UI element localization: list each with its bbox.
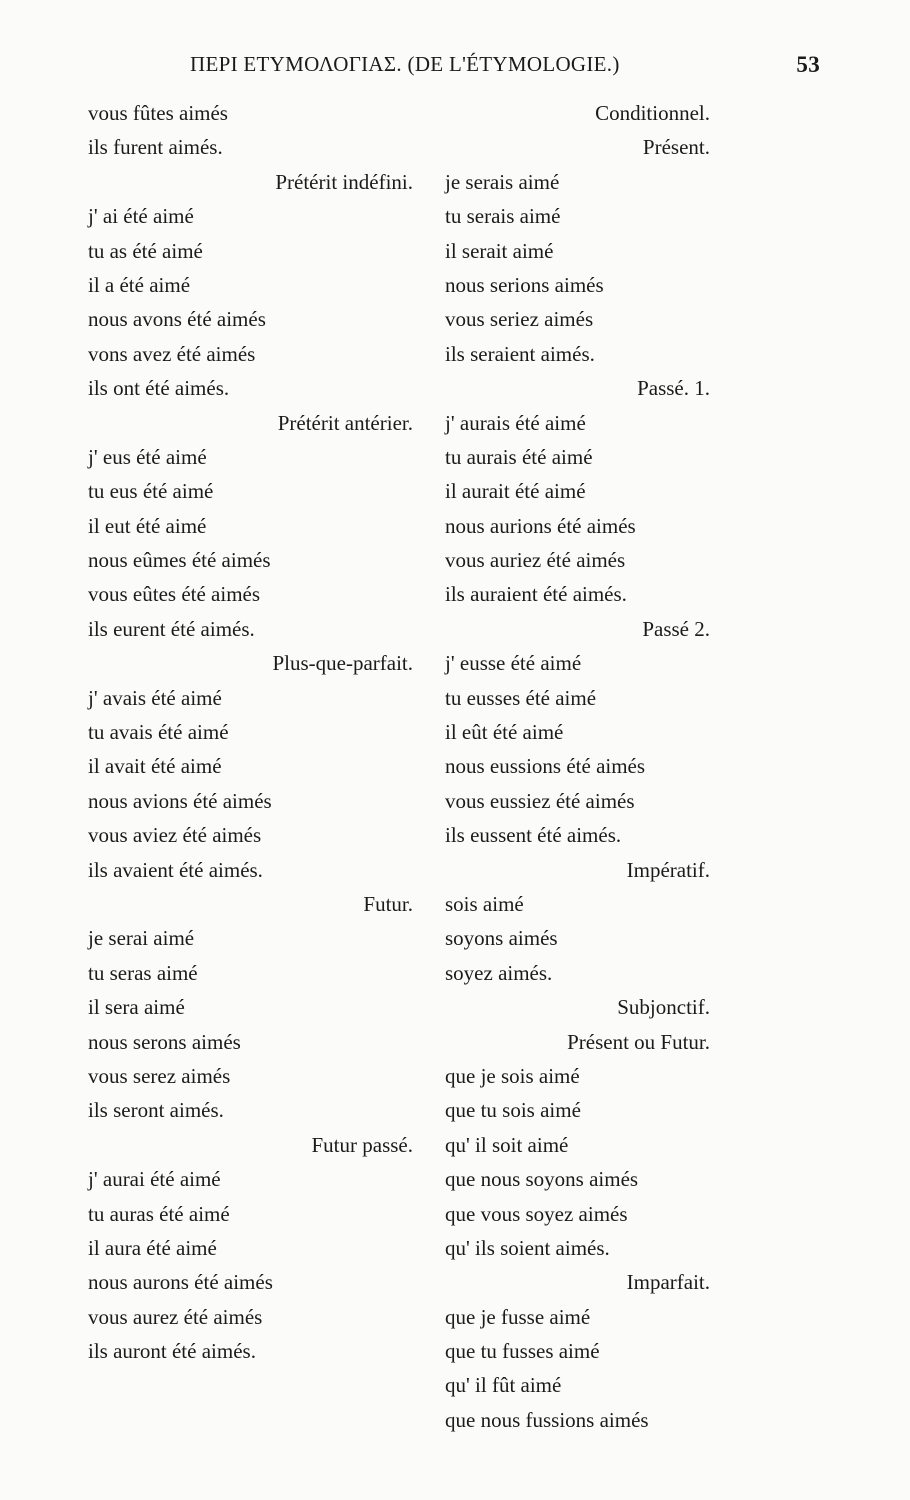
conjugation-line: tu as été aimé bbox=[88, 238, 203, 263]
conjugation-line: vous eûtes été aimés bbox=[88, 582, 261, 607]
conjugation-line: vous eussiez été aimés bbox=[445, 788, 635, 813]
conjugation-line: vous serez aimés bbox=[88, 1063, 231, 1088]
conjugation-line: soyez aimés. bbox=[445, 960, 553, 985]
conjugation-line: vous aurez été aimés bbox=[88, 1304, 263, 1329]
page-header bbox=[190, 50, 820, 86]
conjugation-line: j' ai été aimé bbox=[88, 204, 194, 229]
conjugation-line: que nous soyons aimés bbox=[445, 1167, 639, 1192]
conjugation-line: que vous soyez aimés bbox=[445, 1201, 628, 1226]
conjugation-line: nous serons aimés bbox=[88, 1029, 241, 1054]
conjugation-line: vons avez été aimés bbox=[88, 341, 256, 366]
right-conjugation-column bbox=[445, 96, 710, 1437]
conjugation-line: que je fusse aimé bbox=[445, 1304, 591, 1329]
conjugation-line: ils auront été aimés. bbox=[88, 1339, 256, 1364]
tense-heading: Imparfait. bbox=[626, 1270, 710, 1295]
conjugation-line: qu' il fût aimé bbox=[445, 1373, 562, 1398]
conjugation-line: ils ont été aimés. bbox=[88, 376, 230, 401]
conjugation-line: tu eus été aimé bbox=[88, 479, 214, 504]
conjugation-line: nous aurions été aimés bbox=[445, 513, 636, 538]
tense-heading: Présent ou Futur. bbox=[567, 1029, 710, 1054]
conjugation-line: soyons aimés bbox=[445, 926, 558, 951]
conjugation-line: il avait été aimé bbox=[88, 754, 222, 779]
conjugation-line: vous fûtes aimés bbox=[88, 101, 228, 125]
conjugation-line: vous auriez été aimés bbox=[445, 548, 626, 573]
conjugation-line: ils furent aimés. bbox=[88, 135, 223, 160]
tense-heading: Prétérit indéfini. bbox=[275, 169, 413, 194]
conjugation-line: il sera aimé bbox=[88, 995, 185, 1020]
tense-heading: Subjonctif. bbox=[617, 995, 710, 1020]
conjugation-line: que tu fusses aimé bbox=[445, 1339, 600, 1364]
conjugation-line: j' eusse été aimé bbox=[445, 651, 582, 676]
conjugation-line: que nous fussions aimés bbox=[445, 1407, 649, 1432]
conjugation-line: il eût été aimé bbox=[445, 720, 564, 745]
conjugation-line: sois aimé bbox=[445, 891, 524, 916]
conjugation-line: tu auras été aimé bbox=[88, 1201, 230, 1226]
conjugation-line: vous seriez aimés bbox=[445, 307, 594, 332]
conjugation-line: ils seraient aimés. bbox=[445, 341, 595, 366]
conjugation-line: ils eurent été aimés. bbox=[88, 616, 255, 641]
conjugation-line: que je sois aimé bbox=[445, 1063, 580, 1088]
conjugation-line: j' aurai été aimé bbox=[88, 1167, 221, 1192]
conjugation-line: vous aviez été aimés bbox=[88, 823, 262, 848]
conjugation-line: nous eûmes été aimés bbox=[88, 548, 271, 573]
conjugation-line: j' eus été aimé bbox=[88, 444, 207, 469]
left-conjugation-column bbox=[88, 96, 413, 1368]
conjugation-line: que tu sois aimé bbox=[445, 1098, 581, 1123]
conjugation-line: ils seront aimés. bbox=[88, 1098, 224, 1123]
tense-heading: Passé 2. bbox=[642, 616, 710, 641]
conjugation-line: tu avais été aimé bbox=[88, 720, 229, 745]
running-title: ΠΕΡΙ ΕΤΥΜΟΛΟΓΙΑΣ. (DE L'ÉTYMOLOGIE.) bbox=[190, 52, 620, 76]
conjugation-line: ils avaient été aimés. bbox=[88, 857, 263, 882]
conjugation-line: nous avons été aimés bbox=[88, 307, 266, 332]
conjugation-line: il eut été aimé bbox=[88, 513, 207, 538]
conjugation-line: j' aurais été aimé bbox=[445, 410, 586, 435]
tense-heading: Futur passé. bbox=[311, 1132, 413, 1157]
conjugation-line: j' avais été aimé bbox=[88, 685, 222, 710]
conjugation-line: nous eussions été aimés bbox=[445, 754, 646, 779]
tense-heading: Conditionnel. bbox=[595, 101, 710, 125]
conjugation-line: ils auraient été aimés. bbox=[445, 582, 627, 607]
page-number: 53 bbox=[796, 52, 820, 77]
conjugation-line: il aura été aimé bbox=[88, 1235, 217, 1260]
conjugation-line: je serais aimé bbox=[445, 169, 560, 194]
conjugation-line: nous aurons été aimés bbox=[88, 1270, 273, 1295]
conjugation-line: nous avions été aimés bbox=[88, 788, 272, 813]
conjugation-line: il aurait été aimé bbox=[445, 479, 586, 504]
conjugation-line: tu serais aimé bbox=[445, 204, 561, 229]
conjugation-line: tu seras aimé bbox=[88, 960, 198, 985]
tense-heading: Impératif. bbox=[626, 857, 710, 882]
conjugation-line: ils eussent été aimés. bbox=[445, 823, 622, 848]
tense-heading: Prétérit antérier. bbox=[277, 410, 413, 435]
tense-heading: Plus-que-parfait. bbox=[272, 651, 413, 676]
conjugation-line: nous serions aimés bbox=[445, 272, 604, 297]
conjugation-line: il serait aimé bbox=[445, 238, 554, 263]
tense-heading: Présent. bbox=[642, 135, 710, 160]
conjugation-line: qu' il soit aimé bbox=[445, 1132, 569, 1157]
conjugation-line: qu' ils soient aimés. bbox=[445, 1235, 610, 1260]
conjugation-line: il a été aimé bbox=[88, 272, 191, 297]
conjugation-line: tu aurais été aimé bbox=[445, 444, 593, 469]
conjugation-line: tu eusses été aimé bbox=[445, 685, 597, 710]
tense-heading: Passé. 1. bbox=[637, 376, 710, 401]
conjugation-line: je serai aimé bbox=[88, 926, 195, 951]
tense-heading: Futur. bbox=[363, 891, 413, 916]
